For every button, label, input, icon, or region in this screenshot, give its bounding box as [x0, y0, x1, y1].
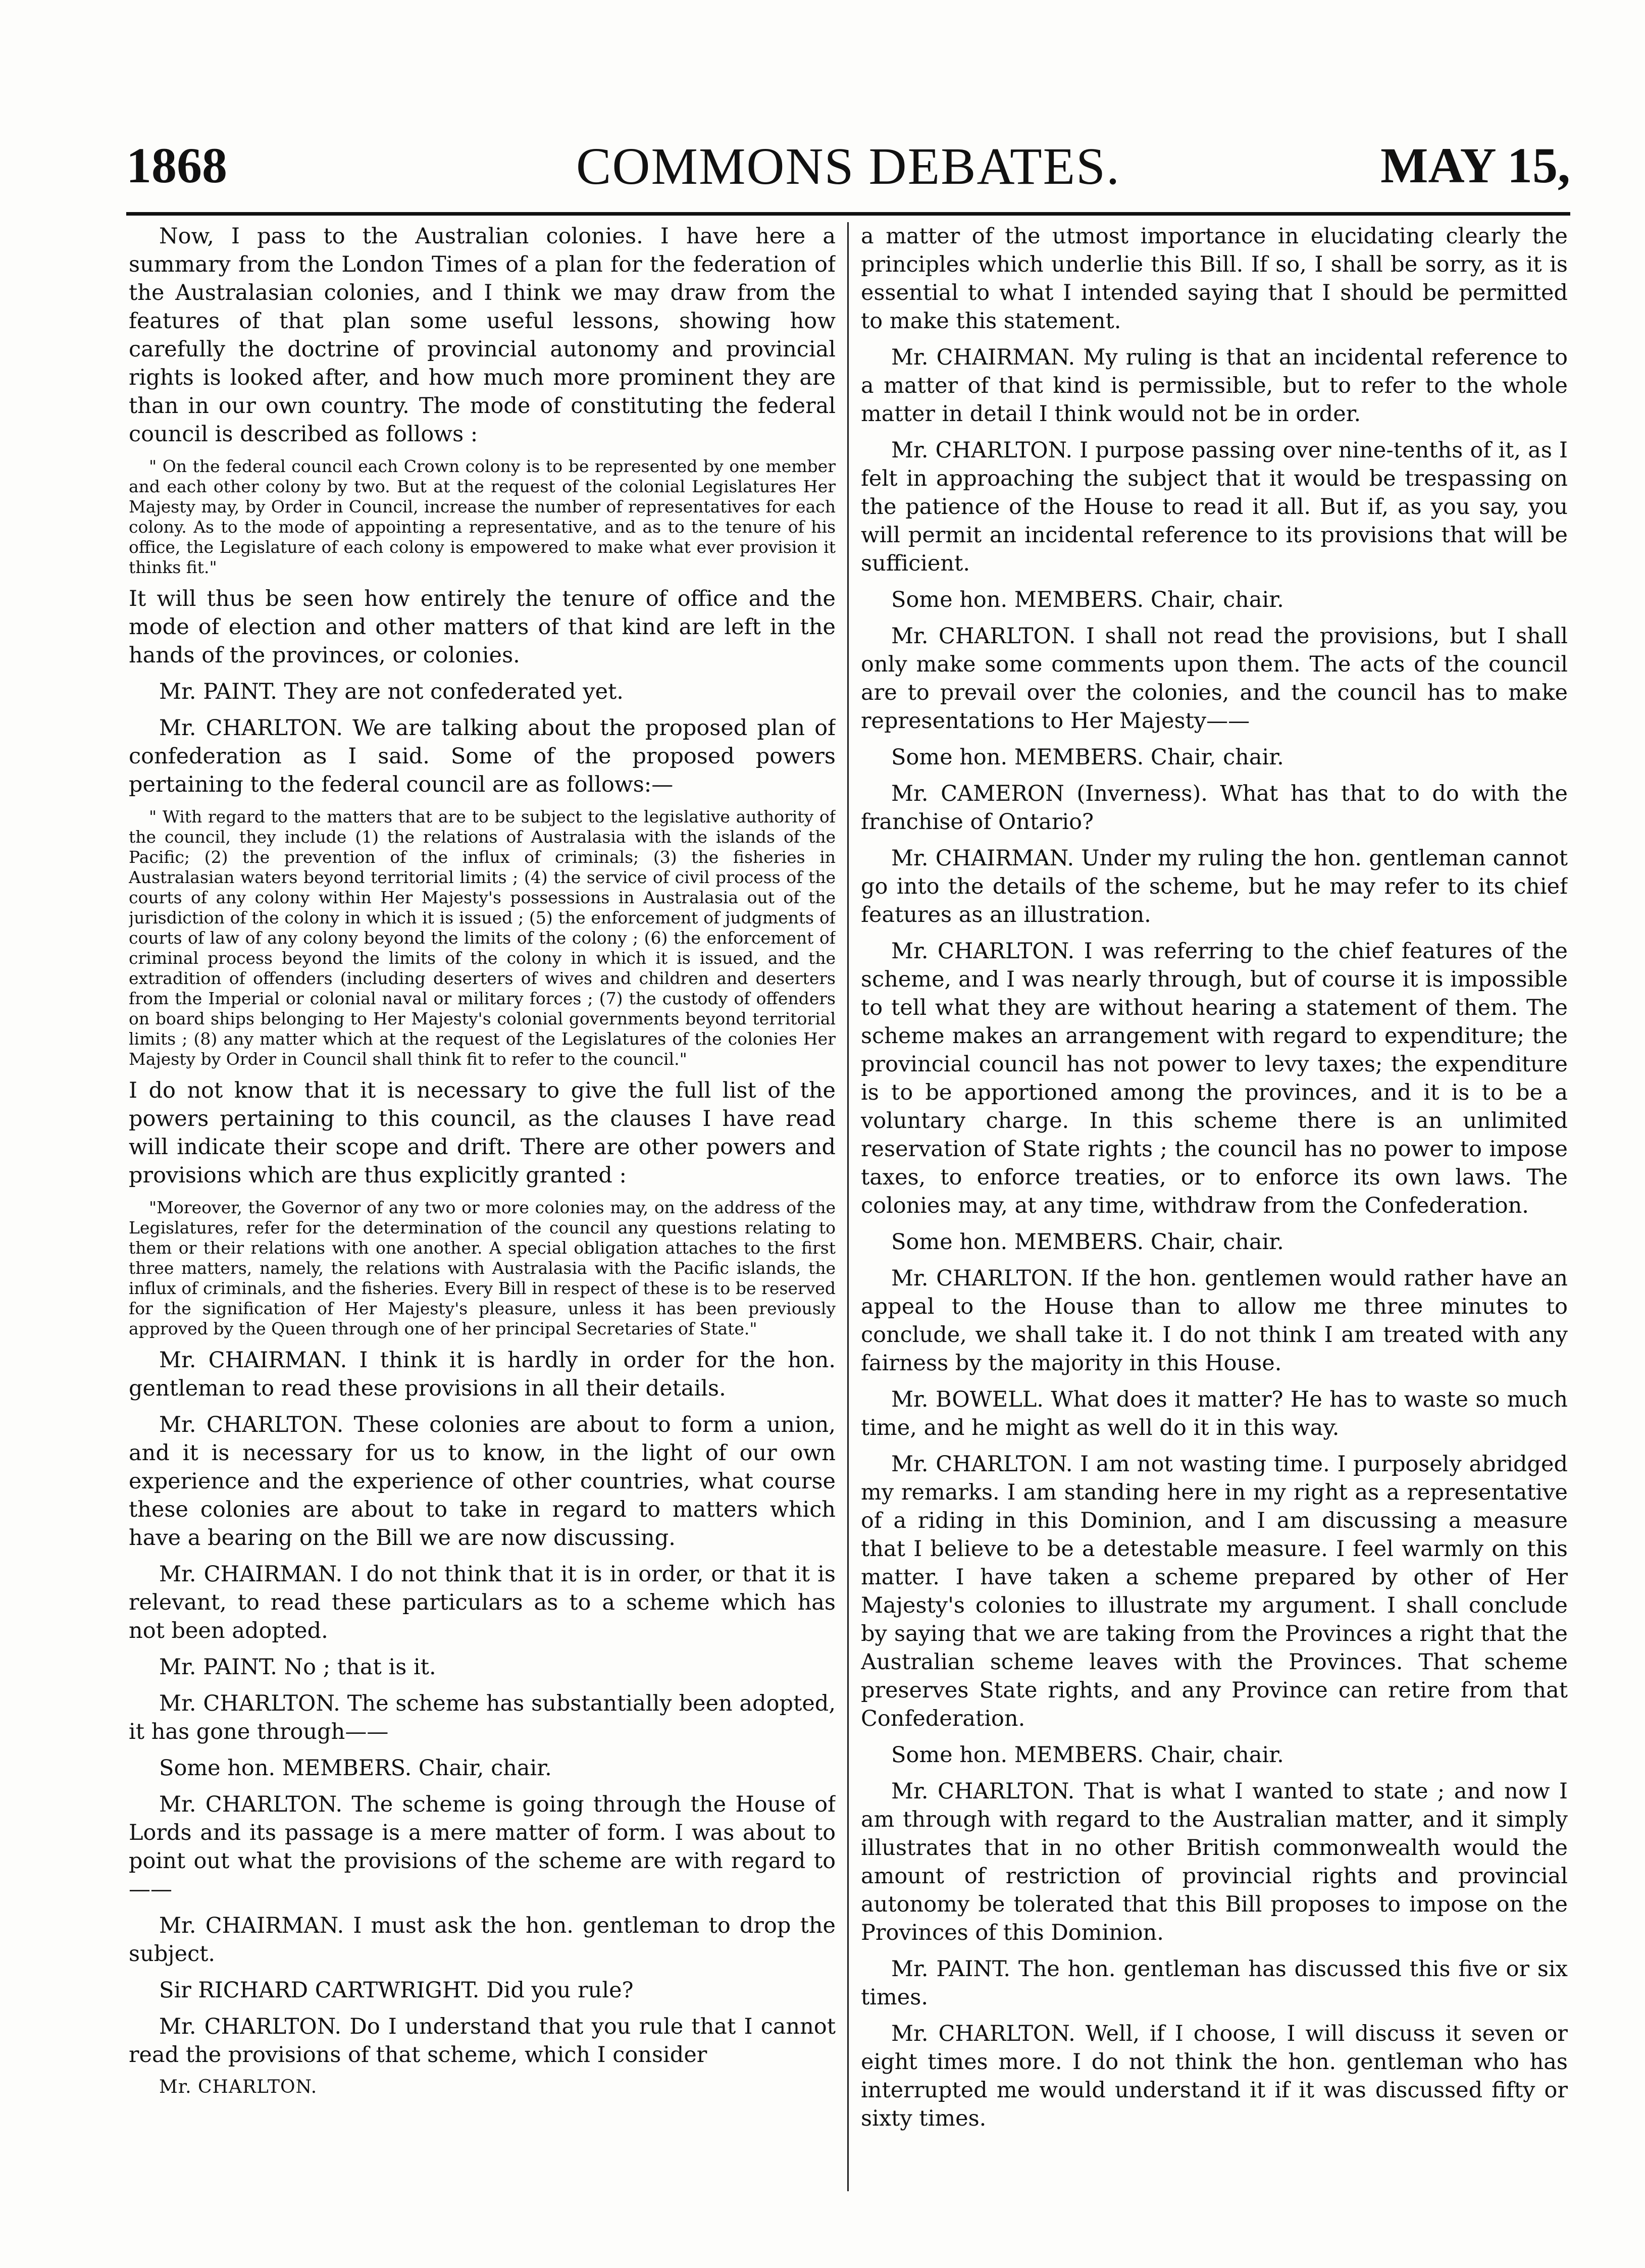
speech-paragraph: Mr. PAINT. They are not confederated yet.: [159, 679, 624, 704]
publication-title: COMMONS DEBATES.: [576, 137, 1120, 195]
speech-paragraph: Mr. PAINT. No ; that is it.: [159, 1655, 436, 1680]
speech-paragraph: Mr. CHARLTON. I purpose passing over nine-tenths of it, as I felt in approaching the subject that it would be trespassing on the patience of the House to read it all. But if, as you say, you will permit an incidental reference to its provisions that will be sufficient.: [861, 438, 1568, 576]
speech-paragraph: Mr. CHARLTON. I shall not read the provisions, but I shall only make some comments upon them. The acts of the council are to prevail over the colonies, and the council has to make representations to Her Majesty——: [861, 624, 1568, 734]
column-divider: [847, 222, 849, 2191]
speech-paragraph: Mr. CHARLTON. The scheme has substantially been adopted, it has gone through——: [129, 1691, 836, 1744]
left-column: [129, 222, 836, 2191]
speech-paragraph: Mr. CHARLTON. These colonies are about to form a union, and it is necessary for us to know, in the light of our own experience and the experience of other countries, what course these colonies are about to take in regard to matters which have a bearing on the Bill we are now discussing.: [129, 1412, 836, 1551]
speech-paragraph: Now, I pass to the Australian colonies. I have here a summary from the London Times of a plan for the federation of the Australasian colonies, and I think we may draw from the features of that plan some useful lessons, showing how carefully the doctrine of provincial autonomy and provincial rights is looked after, and how much more prominent they are than in our own country. The mode of constituting the federal council is described as follows :: [129, 224, 836, 447]
speech-paragraph: Mr. CAMERON (Inverness). What has that to do with the franchise of Ontario?: [861, 781, 1568, 835]
speech-paragraph: Mr. BOWELL. What does it matter? He has to waste so much time, and he might as well do it in this way.: [861, 1387, 1568, 1440]
right-column: [861, 222, 1568, 2191]
speech-paragraph: Mr. CHAIRMAN. I think it is hardly in order for the hon. gentleman to read these provisions in all their details.: [129, 1348, 836, 1401]
speech-paragraph: Mr. CHARLTON. I am not wasting time. I purposely abridged my remarks. I am standing here in my right as a representative of a riding in this Dominion, and I am discussing a measure that I believe to be a detestable measure. I feel warmly on this matter. I have taken a scheme prepared by other of Her Majesty's colonies to illustrate my argument. I shall conclude by saying that we are taking from the Provinces a right that the Australian scheme leaves with the Provinces. That scheme preserves State rights, and any Province can retire from that Confederation.: [861, 1452, 1568, 1731]
speech-paragraph: a matter of the utmost importance in elucidating clearly the principles which underlie this Bill. If so, I shall be sorry, as it is essential to what I intended saying that I should be permitted to make this statement.: [861, 224, 1568, 334]
speech-paragraph: Mr. CHARLTON. If the hon. gentlemen would rather have an appeal to the House than to allow me three minutes to conclude, we shall take it. I do not think I am treated with any fairness by the majority in this House.: [861, 1266, 1568, 1376]
speech-paragraph: Mr. CHAIRMAN. My ruling is that an incidental reference to a matter of that kind is permissible, but to refer to the whole matter in detail I think would not be in order.: [861, 345, 1568, 427]
speech-paragraph: Some hon. MEMBERS. Chair, chair.: [891, 745, 1284, 770]
speech-paragraph: I do not know that it is necessary to give the full list of the powers pertaining to this council, as the clauses I have read will indicate their scope and drift. There are other powers and provisions which are thus explicitly granted :: [129, 1078, 836, 1188]
speech-paragraph: Mr. CHARLTON. The scheme is going through the House of Lords and its passage is a mere matter of form. I was about to point out what the provisions of the scheme are with regard to——: [129, 1792, 836, 1902]
speech-paragraph: Mr. PAINT. The hon. gentleman has discussed this five or six times.: [861, 1956, 1568, 2010]
speech-paragraph: Mr. CHAIRMAN. I must ask the hon. gentleman to drop the subject.: [129, 1913, 836, 1967]
speech-paragraph: Mr. CHARLTON. Do I understand that you rule that I cannot read the provisions of that scheme, which I consider: [129, 2014, 836, 2068]
page-number: 1868: [126, 137, 227, 193]
quoted-passage: " With regard to the matters that are to be subject to the legislative authority of the council, they include (1) the relations of Australasia with the islands of the Pacific; (2) the prevention of the influx of criminals; (3) the fisheries in Australasian waters beyond territorial limits ; (4) the service of civil process of the courts of any colony within Her Majesty's possessions in Australasia out of the jurisdiction of the colony in which it is issued ; (5) the enforcement of judgments of courts of law of any colony beyond the limits of the colony ; (6) the enforcement of criminal process beyond the limits of the colony in which it is issued, and the extradition of offenders (including deserters of wives and children and deserters from the Imperial or colonial naval or military forces ; (7) the custody of offenders on board ships belonging to Her Majesty's colonial governments beyond territorial limits ; (8) any matter which at the request of the Legislatures of the colonies Her Majesty by Order in Council shall think fit to refer to the council.": [129, 807, 836, 1069]
speech-paragraph: Mr. CHAIRMAN. Under my ruling the hon. gentleman cannot go into the details of the scheme, but he may refer to its chief features as an illustration.: [861, 846, 1568, 927]
speech-paragraph: Mr. CHAIRMAN. I do not think that it is in order, or that it is relevant, to read these particulars as to a scheme which has not been adopted.: [129, 1562, 836, 1643]
speech-paragraph: Sir RICHARD CARTWRIGHT. Did you rule?: [159, 1978, 634, 2003]
speech-paragraph: Some hon. MEMBERS. Chair, chair.: [891, 1229, 1284, 1255]
speech-paragraph: Some hon. MEMBERS. Chair, chair.: [159, 1756, 552, 1781]
speech-paragraph: Mr. CHARLTON. We are talking about the proposed plan of confederation as I said. Some of the proposed powers pertaining to the federal council are as follows:—: [129, 715, 836, 797]
page-signature: Mr. CHARLTON.: [159, 2077, 318, 2097]
speech-paragraph: Mr. CHARLTON. I was referring to the chief features of the scheme, and I was nearly through, but of course it is impossible to tell what they are without hearing a statement of them. The scheme makes an arrangement with regard to expenditure; the provincial council has not power to levy taxes; the expenditure is to be apportioned among the provinces, and it is to be a voluntary charge. In this scheme there is an unlimited reservation of State rights ; the council has no power to impose taxes, to enforce treaties, or to enforce its own laws. The colonies may, at any time, withdraw from the Confederation.: [861, 939, 1568, 1218]
header-rule: [126, 212, 1570, 216]
page-header: [126, 136, 1570, 212]
page-date: MAY 15,: [1380, 137, 1570, 193]
speech-paragraph: Mr. CHARLTON. Well, if I choose, I will discuss it seven or eight times more. I do not think the hon. gentleman who has interrupted me would understand it if it was discussed fifty or sixty times.: [861, 2021, 1568, 2131]
speech-paragraph: Some hon. MEMBERS. Chair, chair.: [891, 1742, 1284, 1768]
speech-paragraph: Mr. CHARLTON. That is what I wanted to state ; and now I am through with regard to the Australian matter, and it simply illustrates that in no other British commonwealth would the amount of restriction of provincial rights and provincial autonomy be tolerated that this Bill proposes to impose on the Provinces of this Dominion.: [861, 1779, 1568, 1945]
speech-paragraph: Some hon. MEMBERS. Chair, chair.: [891, 587, 1284, 612]
quoted-passage: " On the federal council each Crown colony is to be represented by one member and each other colony by two. But at the request of the colonial Legislatures Her Majesty may, by Order in Council, increase the number of representatives for each colony. As to the mode of appointing a representative, and as to the tenure of his office, the Legislature of each colony is empowered to make what ever provision it thinks fit.": [129, 456, 836, 577]
quoted-passage: "Moreover, the Governor of any two or more colonies may, on the address of the Legislatures, refer for the determination of the council any questions relating to them or their relations with one another. A special obligation attaches to the first three matters, namely, the relations with Australasia with the Pacific islands, the influx of criminals, and the fisheries. Every Bill in respect of these is to be reserved for the signification of Her Majesty's pleasure, unless it has been previously approved by the Queen through one of her principal Secretaries of State.": [129, 1198, 836, 1338]
speech-paragraph: It will thus be seen how entirely the tenure of office and the mode of election and other matters of that kind are left in the hands of the provinces, or colonies.: [129, 586, 836, 668]
